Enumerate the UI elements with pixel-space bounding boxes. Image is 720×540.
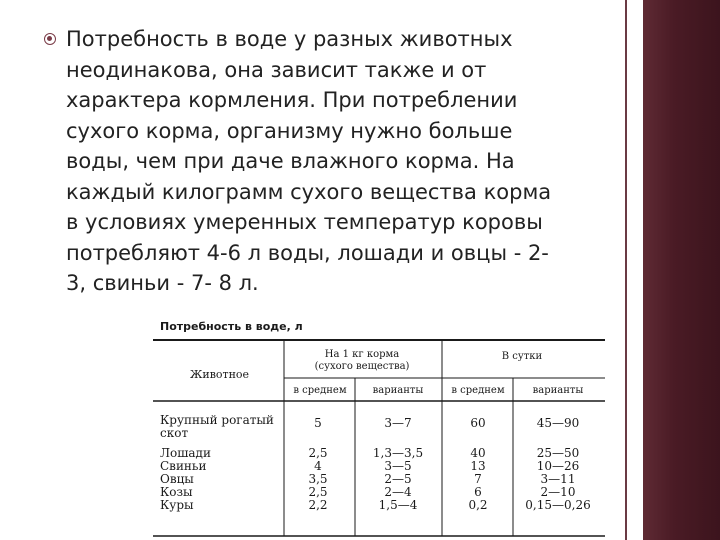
header-per-day: В сутки — [501, 351, 543, 362]
row-animal: Свиньи — [160, 459, 207, 473]
cell-range-kg: 1,5—4 — [378, 498, 418, 512]
paragraph-line: характера кормления. При потреблении — [66, 88, 518, 112]
cell-avg-day: 40 — [470, 446, 486, 460]
cell-range-day: 45—90 — [536, 416, 580, 430]
cell-avg-kg: 4 — [314, 459, 322, 473]
decorative-side-bar — [643, 0, 720, 540]
paragraph-line: неодинакова, она зависит также и от — [66, 57, 487, 82]
cell-range-day: 25—50 — [536, 446, 580, 460]
cell-range-kg: 1,3—3,5 — [372, 446, 424, 460]
paragraph-line: 3, свиньи - 7- 8 л. — [66, 271, 259, 295]
water-requirement-table — [150, 318, 620, 540]
paragraph-line: сухого корма, организму нужно больше — [66, 118, 513, 143]
cell-range-day: 10—26 — [536, 459, 580, 473]
cell-range-kg: 2—5 — [384, 472, 412, 486]
row-animal: Козы — [160, 485, 193, 499]
table-title: Потребность в воде, л — [160, 320, 303, 333]
cell-avg-kg: 3,5 — [308, 472, 328, 486]
cell-avg-day: 6 — [474, 485, 482, 499]
cell-avg-kg: 5 — [314, 416, 322, 430]
row-animal: Овцы — [160, 472, 194, 486]
header-animal: Животное — [190, 368, 250, 381]
header-range: варианты — [372, 385, 424, 396]
cell-range-kg: 3—7 — [384, 416, 412, 430]
paragraph-line: потребляют 4-6 л воды, лошади и овцы - 2- — [66, 240, 549, 265]
cell-range-day: 3—11 — [540, 472, 576, 486]
paragraph-line: каждый килограмм сухого вещества корма — [66, 179, 552, 204]
header-per-kg-dry: (сухого вещества) — [314, 361, 410, 372]
cell-avg-day: 60 — [470, 416, 486, 430]
paragraph-line: воды, чем при даче влажного корма. На — [66, 149, 515, 173]
paragraph-line: Потребность в воде у разных животных — [66, 27, 513, 51]
row-animal: Лошади — [160, 446, 211, 460]
header-range: варианты — [532, 385, 584, 396]
cell-avg-kg: 2,5 — [308, 485, 328, 499]
cell-range-day: 2—10 — [540, 485, 576, 499]
bullet-icon — [44, 33, 56, 45]
cell-range-kg: 2—4 — [384, 485, 412, 499]
body-paragraph — [66, 24, 614, 299]
cell-avg-day: 13 — [470, 459, 486, 473]
cell-avg-kg: 2,5 — [308, 446, 328, 460]
header-average: в среднем — [293, 385, 347, 396]
header-average: в среднем — [451, 385, 505, 396]
cell-range-kg: 3—5 — [384, 459, 412, 473]
cell-avg-day: 7 — [474, 472, 482, 486]
paragraph-line: в условиях умеренных температур коровы — [66, 210, 543, 234]
header-per-kg: На 1 кг корма — [324, 349, 400, 360]
decorative-divider — [625, 0, 627, 540]
row-animal: Куры — [160, 498, 194, 512]
cell-range-day: 0,15—0,26 — [525, 498, 591, 512]
cell-avg-day: 0,2 — [468, 498, 488, 512]
cell-avg-kg: 2,2 — [308, 498, 328, 512]
row-animal-cattle: Крупный рогатый скот — [160, 413, 274, 440]
